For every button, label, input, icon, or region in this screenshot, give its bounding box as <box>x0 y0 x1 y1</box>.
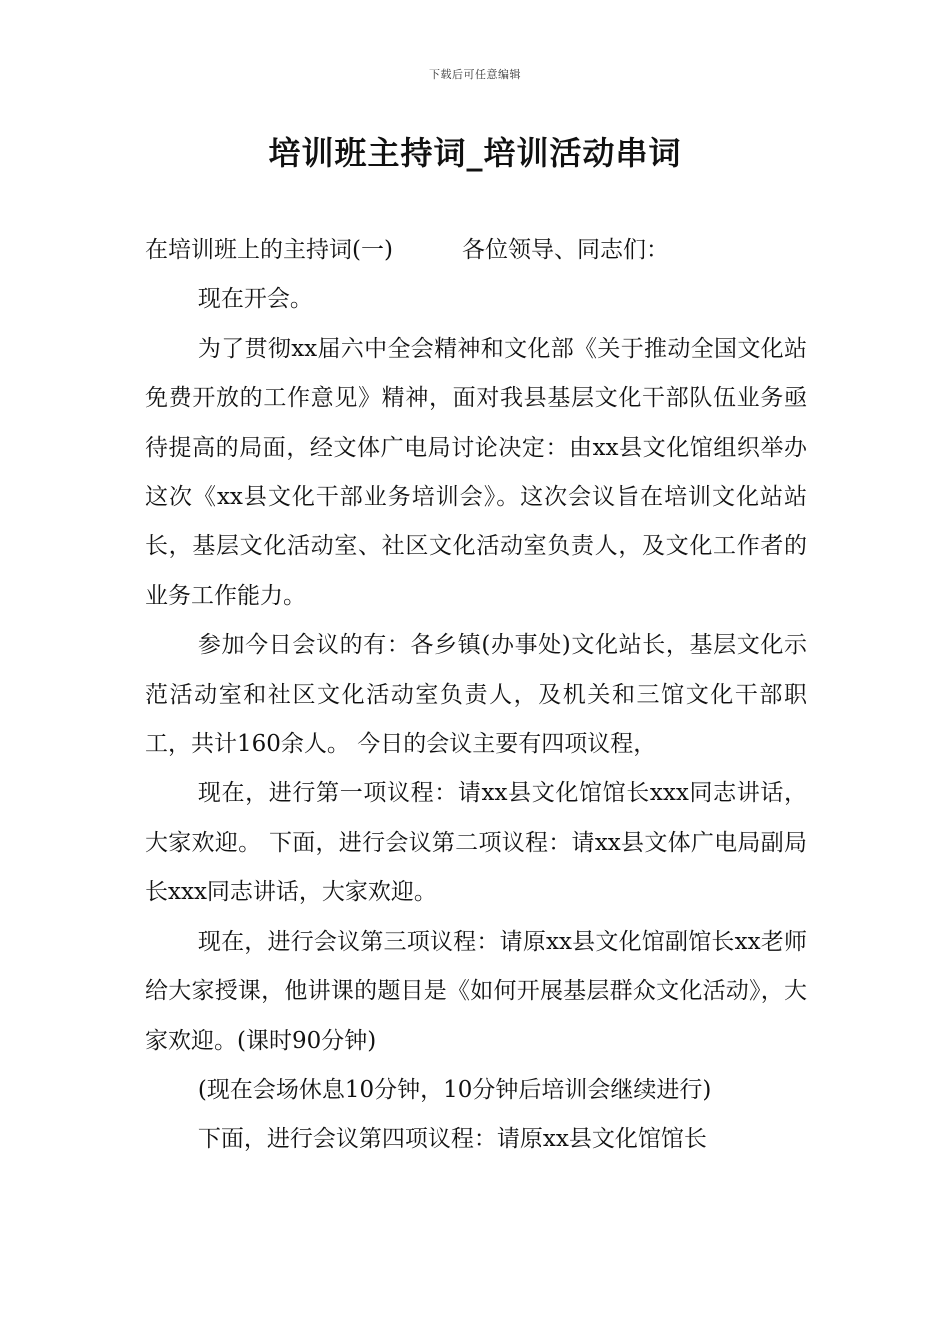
paragraph-opening: 在培训班上的主持词(一) 各位领导、同志们： <box>145 237 669 263</box>
header-note: 下载后可任意编辑 <box>429 68 521 81</box>
paragraph-meeting-start: 现在开会。 <box>197 286 313 313</box>
paragraph-agenda-3: 现在，进行会议第三项议程：请原xx县文化馆副馆长xx老师给大家授课，他讲课的题目是《如何开展基层群众文化活动》，大家欢迎。(课时90分钟) <box>145 928 807 1054</box>
document-body <box>145 226 807 1165</box>
paragraph-agenda-4: 下面，进行会议第四项议程：请原xx县文化馆馆长 <box>197 1126 707 1153</box>
document-title: 培训班主持词_培训活动串词 <box>268 134 682 172</box>
paragraph-break: (现在会场休息10分钟，10分钟后培训会继续进行) <box>197 1076 712 1103</box>
paragraph-purpose: 为了贯彻xx届六中全会精神和文化部《关于推动全国文化站免费开放的工作意见》精神，面对我县基层文化干部队伍业务亟待提高的局面，经文体广电局讨论决定：由xx县文化馆组织举办这次《xx县文化干部业务培训会》。这次会议旨在培训文化站站长，基层文化活动室、社区文化活动室负责人，及文化工作者的业务工作能力。 <box>145 335 807 609</box>
paragraph-agenda-1-2: 现在，进行第一项议程：请xx县文化馆馆长xxx同志讲话，大家欢迎。 下面，进行会议第二项议程：请xx县文体广电局副局长xxx同志讲话，大家欢迎。 <box>145 780 807 906</box>
paragraph-attendees: 参加今日会议的有：各乡镇(办事处)文化站长，基层文化示范活动室和社区文化活动室负责人，及机关和三馆文化干部职工，共计160余人。 今日的会议主要有四项议程， <box>145 632 807 758</box>
